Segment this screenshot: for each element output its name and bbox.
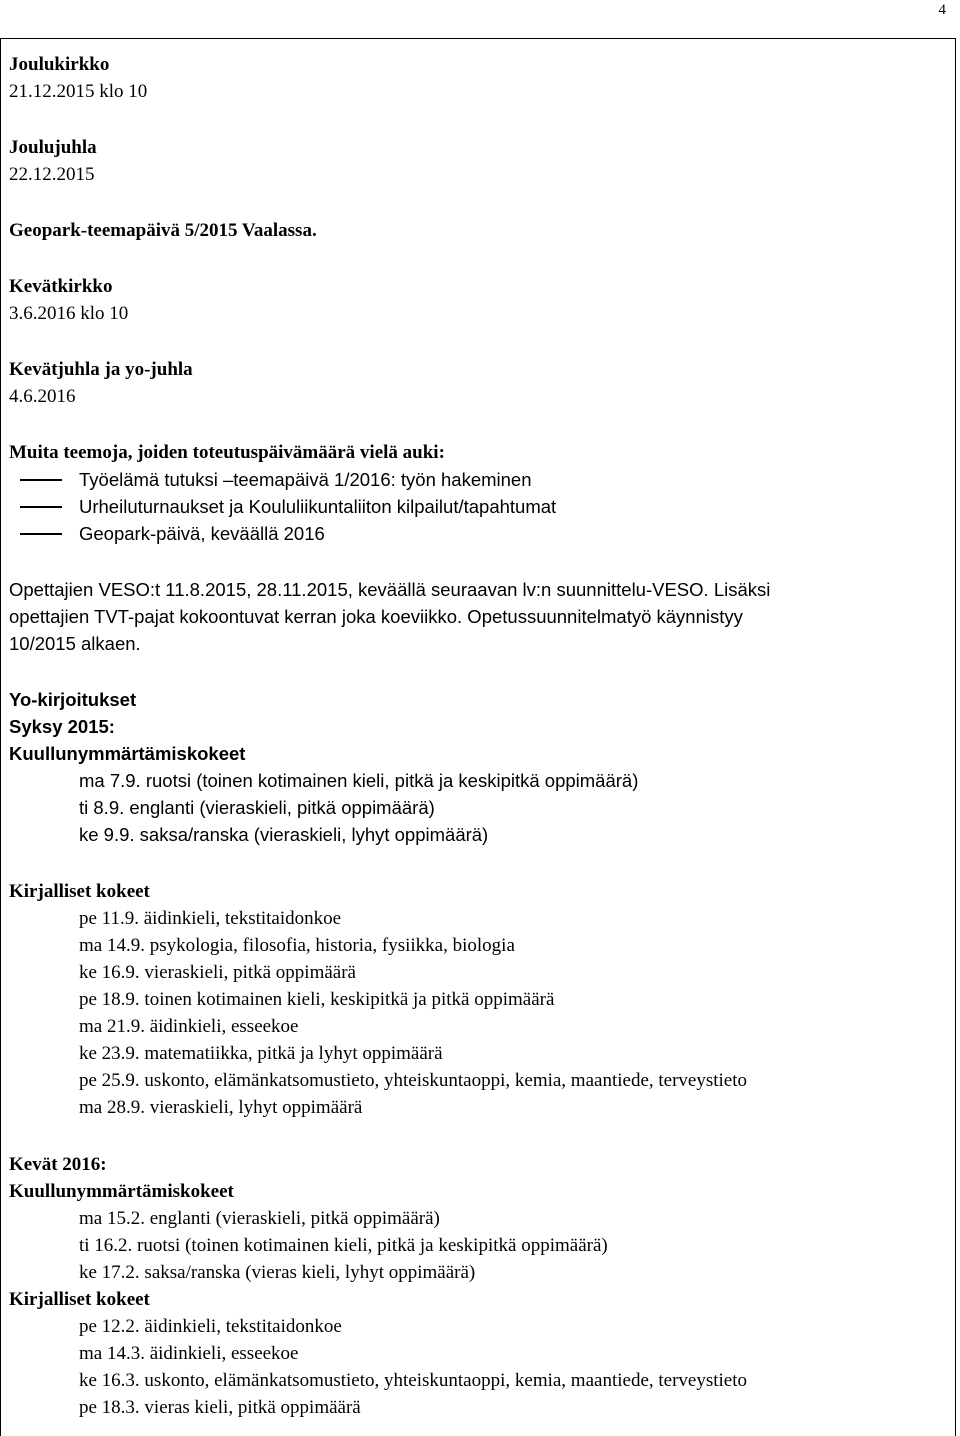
exam-item: ma 21.9. äidinkieli, esseekoe bbox=[79, 1016, 299, 1037]
exam-item: pe 25.9. uskonto, elämänkatsomustieto, yhteiskuntaoppi, kemia, maantiede, terveystieto bbox=[79, 1070, 748, 1091]
exam-item: pe 12.2. äidinkieli, tekstitaidonkoe bbox=[79, 1316, 342, 1337]
exam-item: ke 23.9. matematiikka, pitkä ja lyhyt oppimäärä bbox=[79, 1043, 443, 1064]
themes-item: Työelämä tutuksi –teemapäivä 1/2016: työn hakeminen bbox=[9, 466, 949, 493]
teachers-paragraph bbox=[9, 576, 949, 657]
exam-item: ti 8.9. englanti (vieraskieli, pitkä oppimäärä) bbox=[79, 797, 435, 818]
exam-item: pe 18.3. vieras kieli, pitkä oppimäärä bbox=[79, 1397, 361, 1418]
event-title: Joulukirkko bbox=[9, 54, 110, 75]
event-joulukirkko bbox=[9, 51, 949, 105]
exam-item: ma 7.9. ruotsi (toinen kotimainen kieli, pitkä ja keskipitkä oppimäärä) bbox=[79, 770, 639, 791]
exam-item: pe 11.9. äidinkieli, tekstitaidonkoe bbox=[79, 908, 342, 929]
exam-item: ma 28.9. vieraskieli, lyhyt oppimäärä bbox=[79, 1097, 363, 1118]
exam-item: ke 16.3. uskonto, elämänkatsomustieto, yhteiskuntaoppi, kemia, maantiede, terveystieto bbox=[79, 1370, 748, 1391]
autumn-written-heading: Kirjalliset kokeet bbox=[9, 881, 150, 902]
exam-item: ke 9.9. saksa/ranska (vieraskieli, lyhyt oppimäärä) bbox=[79, 824, 489, 845]
event-date: 4.6.2016 bbox=[9, 386, 76, 407]
exam-item: ma 14.3. äidinkieli, esseekoe bbox=[79, 1343, 299, 1364]
page-number: 4 bbox=[938, 2, 946, 18]
autumn-heading: Syksy 2015: bbox=[9, 716, 115, 737]
event-geopark: Geopark-teemapäivä 5/2015 Vaalassa. bbox=[9, 220, 317, 241]
yo-section bbox=[9, 686, 949, 1421]
event-joulujuhla bbox=[9, 134, 949, 188]
autumn-listening-heading: Kuullunymmärtämiskokeet bbox=[9, 743, 246, 764]
teachers-line: Opettajien VESO:t 11.8.2015, 28.11.2015, keväällä seuraavan lv:n suunnittelu-VESO. Lisäksi bbox=[9, 579, 771, 600]
spring-written-heading: Kirjalliset kokeet bbox=[9, 1289, 150, 1310]
event-date: 3.6.2016 klo 10 bbox=[9, 303, 129, 324]
themes-heading: Muita teemoja, joiden toteutuspäivämäärä vielä auki: bbox=[9, 442, 445, 463]
teachers-line: 10/2015 alkaen. bbox=[9, 633, 141, 654]
yo-heading: Yo-kirjoitukset bbox=[9, 689, 137, 710]
event-date: 22.12.2015 bbox=[9, 164, 95, 185]
exam-item: ti 16.2. ruotsi (toinen kotimainen kieli, pitkä ja keskipitkä oppimäärä) bbox=[79, 1235, 608, 1256]
spring-listening-heading: Kuullunymmärtämiskokeet bbox=[9, 1181, 234, 1202]
event-title: Joulujuhla bbox=[9, 137, 97, 158]
document-body bbox=[9, 51, 949, 1421]
event-date: 21.12.2015 klo 10 bbox=[9, 81, 148, 102]
spring-heading: Kevät 2016: bbox=[9, 1154, 107, 1175]
themes-item: Geopark-päivä, keväällä 2016 bbox=[9, 520, 949, 547]
themes-section bbox=[9, 439, 949, 547]
event-title: Kevätjuhla ja yo-juhla bbox=[9, 359, 193, 380]
themes-item: Urheiluturnaukset ja Koululiikuntaliiton kilpailut/tapahtumat bbox=[9, 493, 949, 520]
exam-item: ma 15.2. englanti (vieraskieli, pitkä oppimäärä) bbox=[79, 1208, 440, 1229]
event-kevatkirkko bbox=[9, 273, 949, 327]
teachers-line: opettajien TVT-pajat kokoontuvat kerran joka koeviikko. Opetussuunnitelmatyö käynnistyy bbox=[9, 606, 743, 627]
event-title: Kevätkirkko bbox=[9, 276, 113, 297]
exam-item: ke 16.9. vieraskieli, pitkä oppimäärä bbox=[79, 962, 356, 983]
event-kevatjuhla bbox=[9, 356, 949, 410]
exam-item: ke 17.2. saksa/ranska (vieras kieli, lyhyt oppimäärä) bbox=[79, 1262, 476, 1283]
exam-item: ma 14.9. psykologia, filosofia, historia, fysiikka, biologia bbox=[79, 935, 515, 956]
exam-item: pe 18.9. toinen kotimainen kieli, keskipitkä ja pitkä oppimäärä bbox=[79, 989, 555, 1010]
